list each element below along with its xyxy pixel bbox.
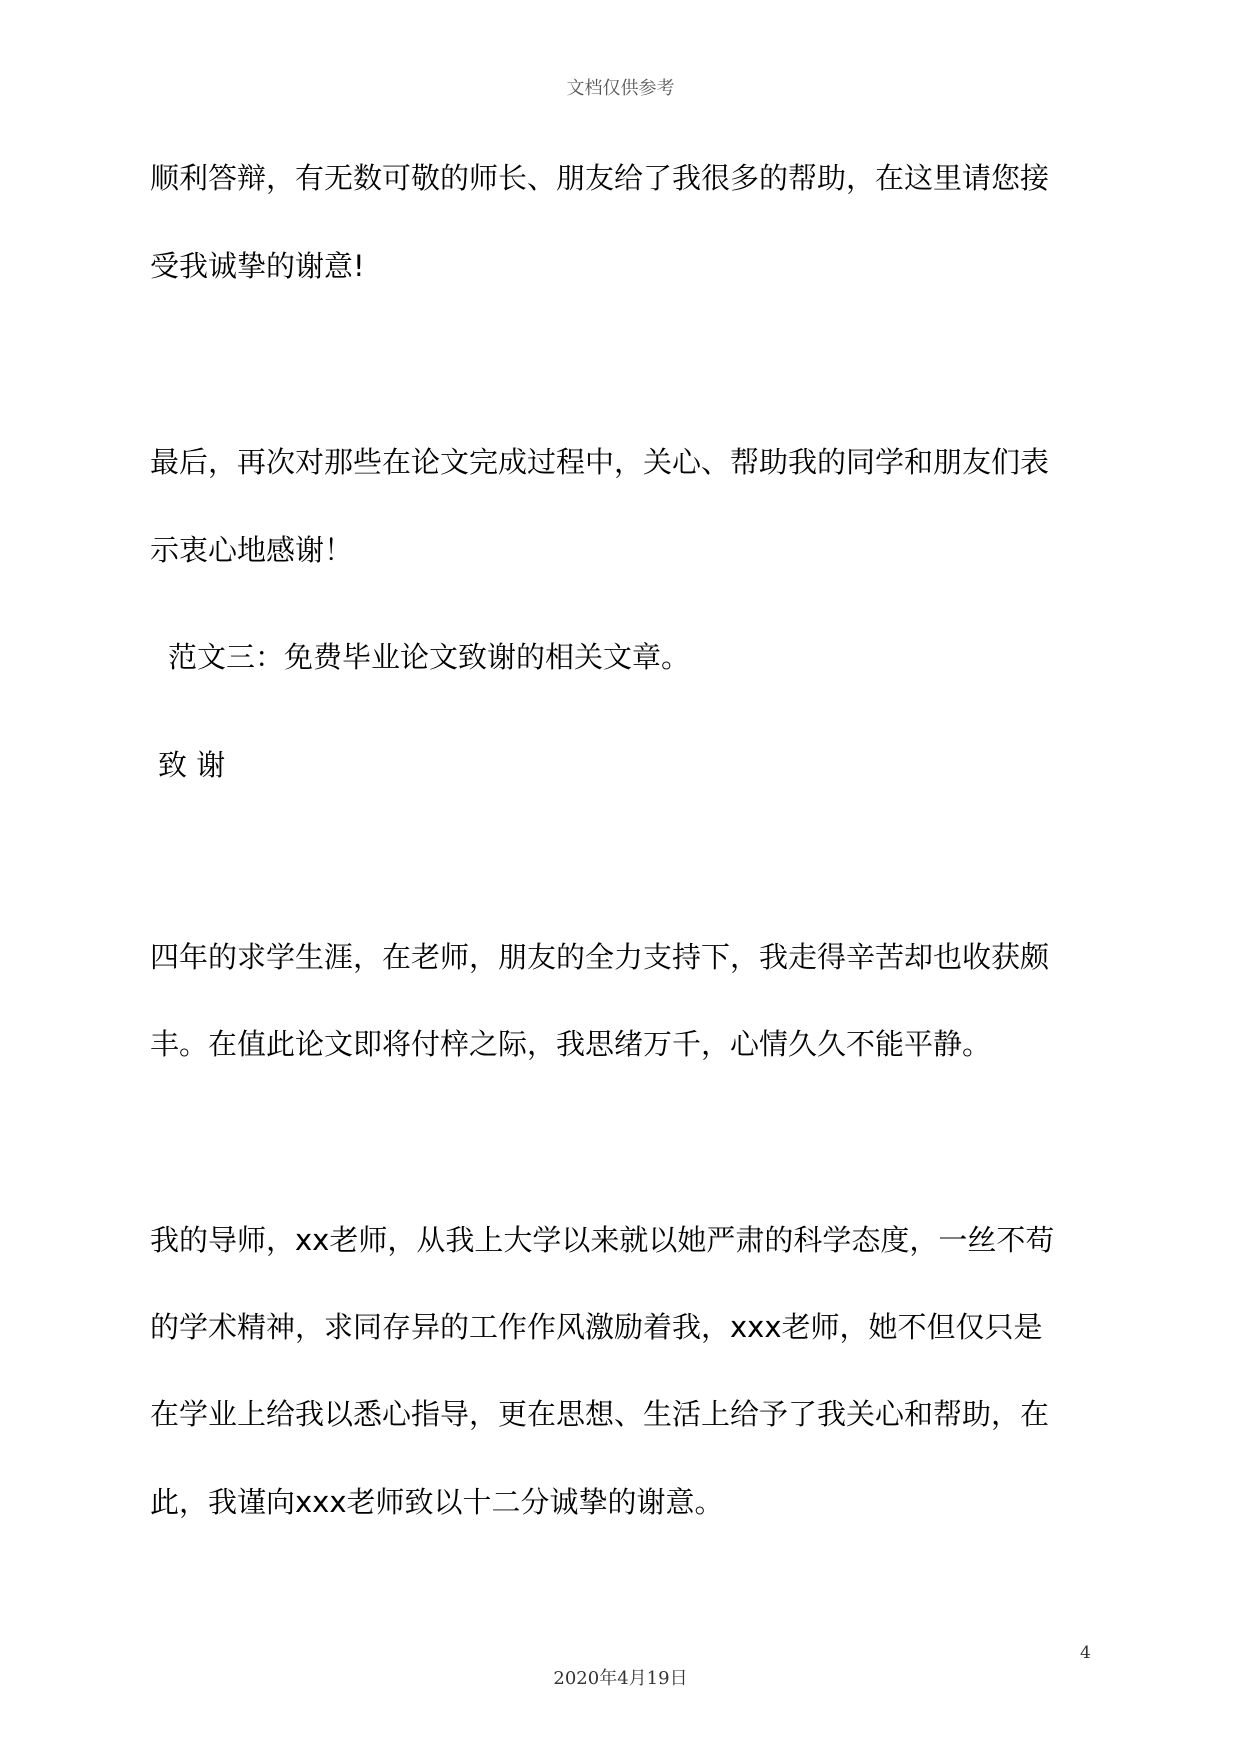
paragraph-line: 四年的求学生涯，在老师，朋友的全力支持下，我走得辛苦却也收获颇 <box>150 940 1050 974</box>
paragraph-line: 顺利答辩，有无数可敬的师长、朋友给了我很多的帮助，在这里请您接 <box>150 161 1050 195</box>
section-title: 范文三：免费毕业论文致谢的相关文章。 <box>168 640 691 674</box>
paragraph-line: 丰。在值此论文即将付梓之际，我思绪万千，心情久久不能平静。 <box>150 1027 992 1061</box>
page-footer-date: 2020年4月19日 <box>553 1668 688 1689</box>
heading-acknowledgement: 致 谢 <box>158 748 226 782</box>
paragraph-line: 此，我谨向xxx老师致以十二分诚挚的谢意。 <box>150 1485 724 1519</box>
paragraph-line: 在学业上给我以悉心指导，更在思想、生活上给予了我关心和帮助，在 <box>150 1397 1050 1431</box>
paragraph-line: 受我诚挚的谢意! <box>150 249 365 283</box>
paragraph-line: 示衷心地感谢！ <box>150 533 354 567</box>
page-number: 4 <box>1080 1643 1091 1663</box>
paragraph-line: 的学术精神，求同存异的工作作风激励着我，xxx老师，她不但仅只是 <box>150 1310 1043 1344</box>
paragraph-line: 最后，再次对那些在论文完成过程中，关心、帮助我的同学和朋友们表 <box>150 445 1050 479</box>
paragraph-line: 我的导师，xx老师，从我上大学以来就以她严肃的科学态度，一丝不苟 <box>150 1223 1055 1257</box>
page-header: 文档仅供参考 <box>566 78 675 99</box>
